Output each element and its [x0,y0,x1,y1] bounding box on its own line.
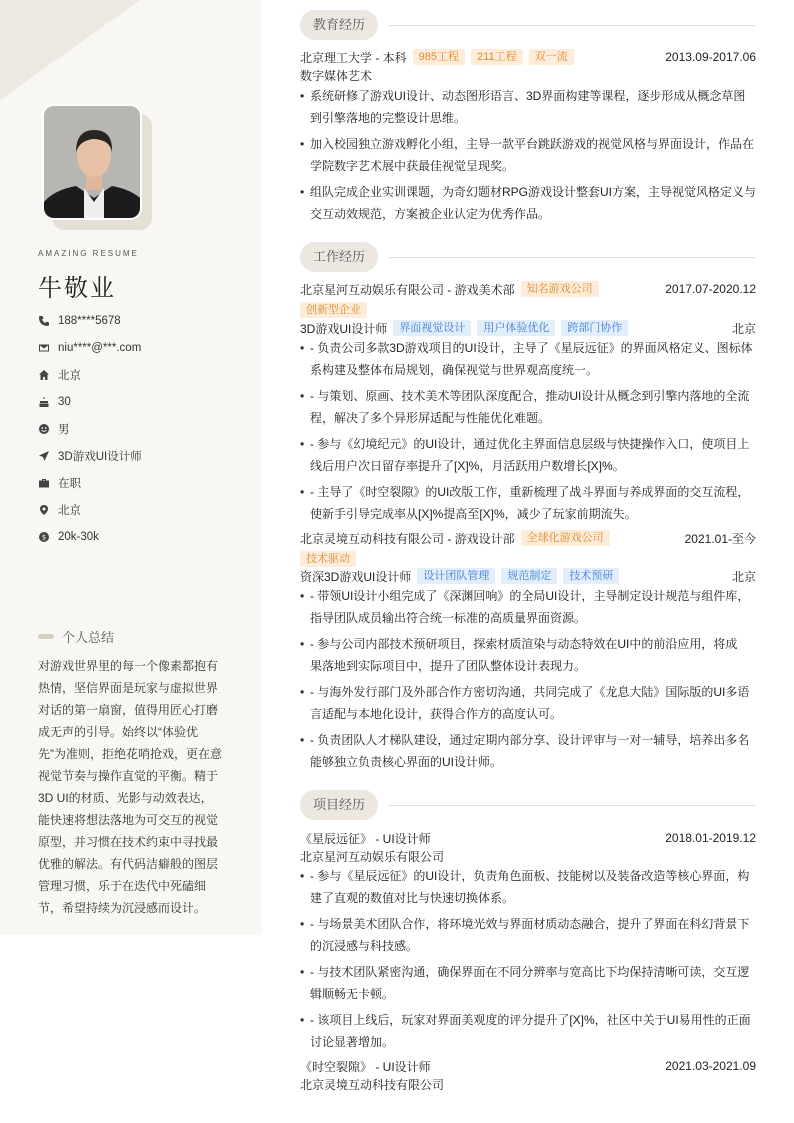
project-name: 《时空裂隙》 - UI设计师 [300,1059,431,1074]
gender-text: 男 [58,424,70,436]
info-age [38,392,71,412]
job-extra-tag-row [300,550,756,568]
info-city [38,365,81,385]
school-tag: 211工程 [471,49,523,65]
list-item: • 组队完成企业实训课题，为奇幻题材RPG游戏设计整套UI方案，主导视觉风格定义与 交互动效规范，方案被企业认定为优秀作品。 [300,181,756,225]
list-item: • - 参与《星辰远征》的UI设计，负责角色面板、技能树以及装备改造等核心界面，构 建了直观的数值对比与快速切换体系。 [300,865,756,909]
phone-icon [38,315,50,327]
project-company: 北京灵境互动科技有限公司 [300,1077,445,1092]
project-name: 《星辰远征》 - UI设计师 [300,831,431,846]
job-role: 3D游戏UI设计师 [300,321,388,336]
briefcase-icon [38,477,50,489]
corner-decoration [0,0,140,100]
profile-photo [42,104,142,220]
info-gender [38,419,70,439]
sidebar [0,0,262,935]
age-text: 30 [58,396,71,408]
list-item: • - 负责团队人才梯队建设，通过定期内部分享、设计评审与一对一辅导，培养出多名 能够独立负责核心界面的UI设计师。 [300,729,756,773]
projects-title: 项目经历 [300,790,378,820]
summary-title: 个人总结 [62,630,115,645]
job-period: 2021.01-至今 [684,531,756,546]
skill-tag: 界面视觉设计 [393,320,471,336]
company-name: 北京星河互动娱乐有限公司 - 游戏美术部 [300,282,515,297]
school-name: 北京理工大学 - 本科 [300,50,407,65]
skill-tag: 设计团队管理 [417,568,495,584]
info-phone [38,311,121,331]
list-item: • - 负责公司多款3D游戏项目的UI设计，主导了《星辰远征》的界面风格定义、图标体 系构建及整体布局规划，确保视觉与世界观高度统一。 [300,337,756,381]
salary-text: 20k-30k [58,531,99,543]
skill-tag: 规范制定 [501,568,557,584]
gender-icon [38,423,50,435]
skill-tag: 技术预研 [563,568,619,584]
list-item: • 加入校园独立游戏孵化小组，主导一款平台跳跃游戏的视觉风格与界面设计，作品在 学院数字艺术展中获最佳视觉呈现奖。 [300,133,756,177]
project-company: 北京星河互动娱乐有限公司 [300,849,445,864]
job-city: 北京 [731,569,756,584]
candidate-name: 牛敬业 [38,275,116,302]
city-text: 北京 [58,370,81,382]
job-role: 资深3D游戏UI设计师 [300,569,412,584]
education-period: 2013.09-2017.06 [665,50,756,64]
email-text: niu****@***.com [58,342,142,354]
job-company-row [300,529,756,547]
job-period: 2017.07-2020.12 [665,282,756,296]
summary-text: 对游戏世界里的每一个像素都抱有热情，坚信界面是玩家与虚拟世界对话的第一扇窗，值得用匠心打磨成无声的引导。始终以“体验优先”为准则，拒绝花哨抢戏，更在意视觉节奏与操作直觉的平衡。精于3D UI的材质、光影与动效表达，能快速将想法落地为可交互的视觉原型，并习惯在技术约束中寻找最优雅的解法。有代码洁癖般的图层管理习惯，乐于在迭代中死磕细节，希望持续为沉浸感而设计。 [38,659,222,915]
list-item: • - 该项目上线后，玩家对界面美观度的评分提升了[X]%，社区中关于UI易用性的正面 讨论显著增加。 [300,1009,756,1053]
school-tag: 双一流 [529,49,574,65]
target-city-text: 北京 [58,505,81,517]
list-item: • - 带领UI设计小组完成了《深渊回响》的全局UI设计，主导制定设计规范与组件库， 指导团队成员输出符合统一标准的高质量界面资源。 [300,585,756,629]
phone-text: 188****5678 [58,315,121,327]
job-company-row [300,280,756,298]
info-target-city [38,500,81,520]
projects-section-header [300,790,756,820]
list-item: • - 主导了《时空裂隙》的UI改版工作，重新梳理了战斗界面与养成界面的交互流程， 使新手引导完成率从[X]%提高至[X]%，减少了玩家前期流失。 [300,481,756,525]
project-company-row [300,847,756,865]
list-item: • - 与策划、原画、技术美术等团队深度配合，推动UI设计从概念到引擎内落地的全流 程，解决了多个异形屏适配与性能优化难题。 [300,385,756,429]
work-section-header [300,242,756,272]
svg-text:$: $ [41,533,47,542]
info-salary [38,527,99,547]
school-tag: 985工程 [413,49,465,65]
location-pin-icon [38,504,50,516]
skill-tag: 用户体验优化 [477,320,555,336]
list-item: • - 与技术团队紧密沟通，确保界面在不同分辨率与宽高比下均保持清晰可读，交互逻 辑顺畅无卡顿。 [300,961,756,1005]
education-title: 教育经历 [300,10,378,40]
list-item: • - 参与公司内部技术预研项目，探索材质渲染与动态特效在UI中的前沿应用，将成 果落地到实际项目中，提升了团队整体设计表现力。 [300,633,756,677]
status-text: 在职 [58,478,81,490]
project-title-row [300,1057,756,1075]
company-tag: 创新型企业 [300,302,367,318]
list-item: • - 与海外发行部门及外部合作方密切沟通，共同完成了《龙息大陆》国际版的UI多语 言适配与本地化设计，获得合作方的高度认可。 [300,681,756,725]
position-text: 3D游戏UI设计师 [58,451,142,463]
company-tag: 全球化游戏公司 [521,530,610,546]
job-role-row [300,567,756,585]
avatar [42,104,142,220]
brand-label: AMAZING RESUME [38,249,139,258]
info-status [38,473,81,493]
company-tag: 技术驱动 [300,551,356,567]
project-title-row [300,829,756,847]
education-section-header [300,10,756,40]
project-period: 2021.03-2021.09 [665,1059,756,1073]
skill-tag: 跨部门协作 [561,320,628,336]
job-role-row [300,319,756,337]
info-email [38,338,141,358]
job-extra-tag-row [300,301,756,319]
company-name: 北京灵境互动科技有限公司 - 游戏设计部 [300,531,515,546]
project-company-row [300,1075,756,1093]
salary-icon [38,531,50,543]
major: 数字媒体艺术 [300,68,373,83]
mail-icon [38,342,50,354]
job-city: 北京 [731,321,756,336]
home-icon [38,369,50,381]
list-item: • 系统研修了游戏UI设计、动态图形语言、3D界面构建等课程，逐步形成从概念草图 到引擎落地的完整设计思维。 [300,85,756,129]
info-position [38,446,142,466]
cake-icon [38,396,50,408]
work-title: 工作经历 [300,242,378,272]
company-tag: 知名游戏公司 [521,281,599,297]
list-item: • - 与场景美术团队合作，将环境光效与界面材质动态融合，提升了界面在科幻背景下 的沉浸感与科技感。 [300,913,756,957]
education-major-row [300,66,756,84]
education-school-row [300,48,756,66]
summary-heading [38,627,114,646]
send-icon [38,450,50,462]
list-item: • - 参与《幻境纪元》的UI设计，通过优化主界面信息层级与快捷操作入口，使项目上 线后用户次日留存率提升了[X]%，月活跃用户数增长[X]%。 [300,433,756,477]
project-period: 2018.01-2019.12 [665,831,756,845]
